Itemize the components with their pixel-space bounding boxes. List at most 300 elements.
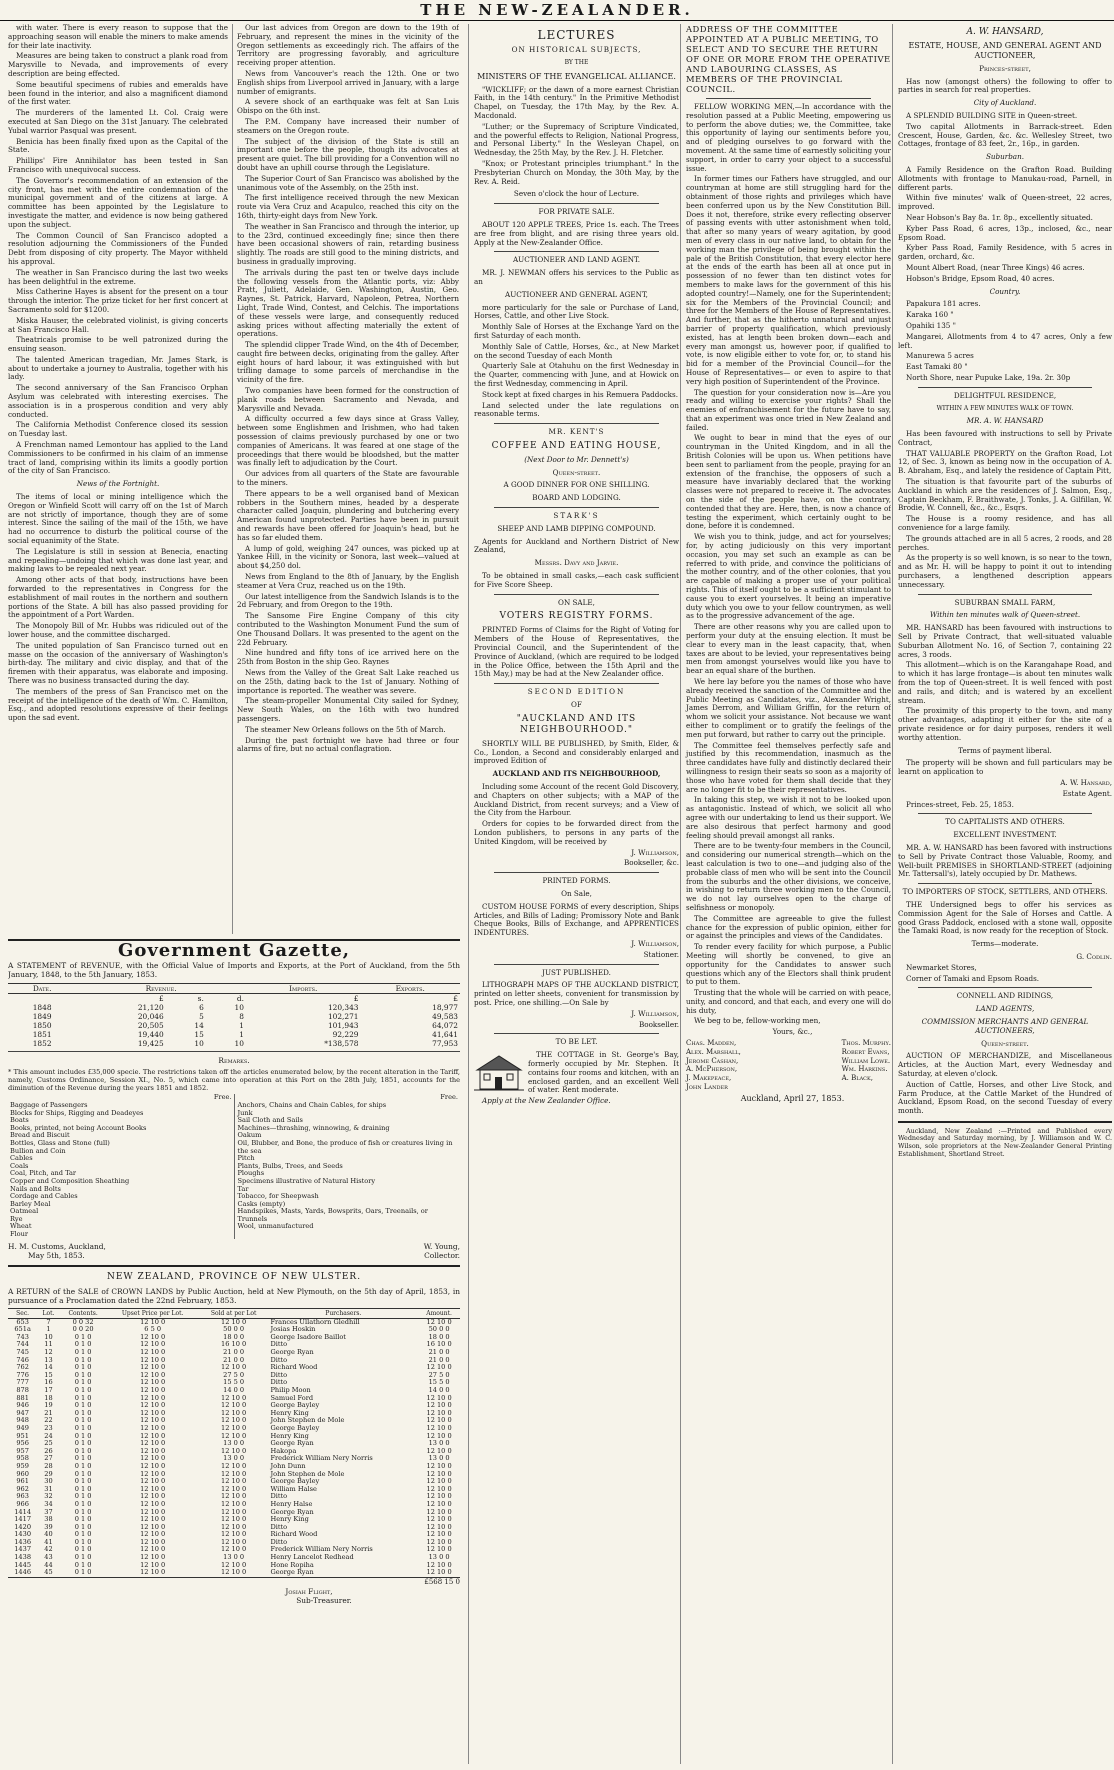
address-date: Auckland, April 27, 1853. [740,1093,845,1103]
lectures-org: MINISTERS OF THE EVANGELICAL ALLIANCE. [477,71,676,81]
voters-title: VOTERS REGISTRY FORMS. [499,611,654,622]
table-cell: 0 1 0 [74,1416,92,1425]
auctioneer-text: MR. J. NEWMAN offers his services to the Public as an [474,268,679,286]
table-cell: 12 10 0 [140,1423,166,1432]
table-cell: 776 [16,1370,29,1379]
committee-names [686,1039,891,1092]
news-paragraph: News from the Valley of the Great Salt Lake reached us on the 25th, dating back to the 1st of January. Nothing of importance is reported. The weather was severe. [237,667,459,695]
news-paragraph: News from Vancouver's reach the 12th. One or two English ships from Liverpool arrived in January, with a large number of emigrants. [237,68,459,96]
table-cell: 16 10 0 [426,1340,452,1349]
table-cell: 12 10 0 [140,1553,166,1562]
edition-title-2: AUCKLAND AND ITS NEIGHBOURHOOD, [492,769,661,779]
table-cell: 7 [46,1317,51,1326]
farm-p3: The proximity of this property to the town, and many other advantages, adapting it either for the site of a private residence or for dairy purposes, renders it well worthy attention. [898,706,1112,742]
table-cell: 12 10 0 [426,1401,452,1410]
list-item: Bullion and Coin [10,1146,66,1155]
table-cell: Ditto [270,1340,288,1349]
auctioneer-role: AUCTIONEER AND GENERAL AGENT, [505,289,648,299]
edition-title: "AUCKLAND AND ITS NEIGHBOURHOOD." [516,713,637,735]
news-paragraph: Two companies have been formed for the construction of plank roads between Sacramento and Nevada, and Marysville and Nevada. [237,386,459,413]
country-item: Karaka 160 " [906,310,954,320]
list-item: Cables [10,1154,33,1163]
suburban-item: Kyber Pass Road, Family Residence, with 5 acres in garden, orchard, &c. [898,243,1112,262]
table-header: Sec. [8,1308,37,1318]
address-yours: Yours, &c., [772,1027,813,1037]
revenue-table [8,983,460,1048]
suburban-item: Kyber Pass Road, 6 acres, 13p., inclosed, &c., near Epsom Road. [898,223,1112,242]
table-cell: 38 [44,1515,53,1524]
address-paragraph: We wish you to think, judge, and act for yourselves; for, by acting judiciously on this very important occasion, you may set such an example as can be referred to with pride, and convince the politicians of the mother country, and of the other colonies, that you are capable of making a proper use of your political rights. This of itself ought to be a sufficient stimulant to cause you to exert yourselves. It being an imperative duty which you owe to your fellow countrymen, as well as to the progressive advancement of the age. [686,532,891,621]
list-item: Alex. Marshall, [686,1047,741,1056]
table-cell: 0 1 0 [74,1408,92,1417]
table-cell: 12 10 0 [426,1363,452,1372]
table-cell: 13 [44,1355,53,1364]
table-cell: 12 10 0 [140,1408,166,1417]
list-item: Bottles, Glass and Stone (full) [10,1138,110,1147]
suburban-item: Mount Albert Road, (near Three Kings) 46 acres. [906,262,1085,272]
table-cell: 946 [16,1401,29,1410]
news-paragraph: News from England to the 8th of January, by the English steamer at Vera Cruz, reached us on the 19th. [237,572,459,590]
suburban-item: Within five minutes' walk of Queen-street, 22 acres, improved. [898,193,1112,212]
kent-street: Queen-street. [552,467,601,477]
farm-heading: SUBURBAN SMALL FARM, [954,597,1056,607]
table-cell: 12 10 0 [221,1499,247,1508]
table-cell: 12 10 0 [221,1492,247,1501]
table-cell: 12 10 0 [426,1416,452,1425]
table-cell: 12 10 0 [221,1393,247,1402]
government-gazette [8,934,460,1742]
table-cell: 14 0 0 [223,1386,245,1395]
table-cell: 16 10 0 [221,1340,247,1349]
news-paragraph: A lump of gold, weighing 247 ounces, was picked up at Yankee Hill, in the vicinity or Sonora, last week—valued at about $4,250 dol. [237,543,459,571]
country-list [898,300,1112,382]
table-cell: 12 10 0 [426,1408,452,1417]
table-cell: George Ryan [270,1348,314,1357]
table-cell: Hakopa [270,1446,297,1455]
kent-heading: MR. KENT'S [548,427,605,437]
crown-lands-table [8,1308,460,1577]
country-item: East Tamaki 80 " [906,362,968,372]
table-cell: Ditto [270,1537,288,1546]
fortnight-paragraphs [8,493,228,723]
table-cell: 40 [44,1530,53,1539]
list-item: Oakum [237,1131,262,1140]
table-cell: 12 10 0 [140,1515,166,1524]
address-paragraph: There are to be twenty-four members in the Council, and considering our numerical strength—which on the least calculation is two to one—and judging also of the probable class of men who will be sent into the Council from the suburbs and the other divisions, we conceive, in wishing to return three working men to the Council, we do not lay ourselves open to the charge of selfishness or monopoly. [686,841,891,912]
lecture-time: Seven o'clock the hour of Lecture. [513,189,640,199]
header-date: Date. [8,984,76,994]
table-cell: 0 1 0 [74,1454,92,1463]
edition-signer: J. Williamson, [631,847,679,857]
table-cell: 6 [199,1003,204,1012]
address-paragraph: In former times our Fathers have struggled, and our countryman at home are still struggling hard for the obtainment of those rights and privileges which have been conferred upon us by the New Constitution Bill. Does it not, therefore, strike every reflecting observer of passing events with utter astonishment when told, that after so many years of weary agitation, by good men of every class in our native land, to obtain for the working man the privilege of being brought within the pale of the British Constitution, that every elector here at the ends of the earth has been all at once put in possession of no fewer than ten distinct votes for members to make laws for the government of this his adopted country!—Namely, one for the Superintendent; six for the Members of the Provincial Council; and three for the Members of the House of Representatives. And further, that as the hitherto unnatural and unjust barrier of property qualification, which previously existed, has at length been broken down—each and every man amongst us, however poor, if qualified to vote, is now eligible either to vote for, or, to stand his bid for a member of the Provincial Council—for the House of Representatives— or even to aspire to that very high position of Superintendent of the Province. [686,174,891,386]
list-item: Wm. Harkins. [841,1065,888,1074]
importers-heading: TO IMPORTERS OF STOCK, SETTLERS, AND OTHERS. [902,887,1108,897]
news-paragraph: Some beautiful specimens of rubies and emeralds have been found in the interior, and also a magnificent diamond of the first water. [8,79,228,107]
table-cell: Richard Wood [270,1363,318,1372]
list-item: Boats [10,1116,29,1125]
table-cell: 13 0 0 [428,1553,450,1562]
stark-title: SHEEP AND LAMB DIPPING COMPOUND. [497,523,656,533]
table-cell: 961 [16,1477,29,1486]
residence-name: MR. A. W. HANSARD [966,416,1044,426]
list-item: Tar [237,1184,249,1193]
table-cell: 12 10 0 [140,1370,166,1379]
table-cell: Ditto [270,1378,288,1387]
address-paragraph: The Committee feel themselves perfectly safe and justified by this recommendation, inasmuch as the three candidates have fully and distinctly declared their willingness to resign their seats so soon as a majority of those who have voted for them shall decide that they are no longer fit to be their representatives. [686,740,891,794]
country-item: Opahiki 135 " [906,320,956,330]
table-cell: 0 1 0 [74,1560,92,1569]
header-revenue: Revenue. [76,984,246,994]
table-cell: 12 10 0 [426,1477,452,1486]
ulster-title: NEW ZEALAND, PROVINCE OF NEW ULSTER. [106,1271,362,1282]
ulster-intro: A RETURN of the SALE of CROWN LANDS by Public Auction, held at New Plymouth, on the 5th day of April, 1853, in pursuance of a Proclamation dated the 22nd February, 1853. [8,1286,460,1305]
table-cell: 0 1 0 [74,1423,92,1432]
importers-place: Newmarket Stores, [906,962,977,972]
country-item: North Shore, near Pupuke Lake, 19a. 2r. 30p [906,372,1071,382]
table-cell: 18 [44,1393,53,1402]
table-cell: 12 10 0 [140,1393,166,1402]
table-cell: 11 [44,1340,53,1349]
on-sale-heading: ON SALE, [558,597,595,607]
address-heading: ADDRESS OF THE COMMITTEE APPOINTED AT A PUBLIC MEETING, TO SELECT AND TO SECURE THE RETURN OF ONE OR MORE FROM THE OPERATIVE AND LABOURING CLASSES, AS MEMBERS OF THE PROVINCIAL COUNCIL. [686,24,891,94]
residence-p1: THAT VALUABLE PROPERTY on the Grafton Road, Lot 12, of Sec. 3, known as being now in the occupation of A. B. Abraham, Esq., and lately the residence of Captain Pitt, [898,448,1112,476]
table-cell: Ditto [270,1492,288,1501]
connell-heading: CONNELL AND RIDINGS, [956,991,1054,1001]
table-cell: 0 1 0 [74,1477,92,1486]
lecture-3: "Knox; or Protestant principles triumphant." In the Presbyterian Church on Monday, the 30th May, by the Rev. A. Reid. [474,158,679,186]
farm-p1: MR. HANSARD has been favoured with instructions to Sell by Private Contract, that well-situated valuable Suburban Allotment No. 16, of Section 7, containing 22 acres, 3 roods. [898,623,1112,659]
table-cell: 12 10 0 [221,1461,247,1470]
farm-p2: This allotment—which is on the Karangahape Road, and to which it has large frontage—is about ten minutes walk from the top of Queen-street. It is well fenced with post and rails, and ditch; and is watered by an excellent stream. [898,660,1112,705]
news-paragraph: The Governor's recommendation of an extension of the city front, has met with the entire condemnation of the municipal government and of the citizens at large. A committee has been appointed by the Legislature to investigate the matter, and evidence is now being gathered upon the subject. [8,175,228,229]
table-cell: 12 10 0 [140,1454,166,1463]
table-cell: 0 1 0 [74,1484,92,1493]
table-cell: George Ryan [270,1568,314,1577]
news-paragraph: Among other acts of that body, instructions have been forwarded to the representatives in Congress for the establishment of mail routes in the northern and southern portions of the State. A bill has also passed providing for the appointment of a Port Warden. [8,575,228,620]
table-cell: 15 [194,1030,204,1039]
list-item: Cordage and Cables [10,1192,78,1201]
table-cell: 12 10 0 [221,1469,247,1478]
table-cell: 0 1 0 [74,1469,92,1478]
table-cell: 653 [16,1317,29,1326]
news-paragraphs [8,24,228,476]
table-cell: 17 [44,1386,53,1395]
table-cell: 746 [16,1355,29,1364]
table-cell: 30 [44,1477,53,1486]
auctioneer-heading: AUCTIONEER AND LAND AGENT. [512,255,641,265]
table-cell: Philip Moon [270,1386,311,1395]
table-cell: 13 0 0 [223,1553,245,1562]
table-cell: 1437 [14,1545,32,1554]
news-paragraph: The splendid clipper Trade Wind, on the 4th of December, caught fire between decks, originating from the galley. After eight hours of hard labour, it was extinguished with but trifling damage to some parcels of merchandise in the vicinity of the fire. [237,340,459,385]
table-cell: 14 [194,1021,204,1030]
table-cell: 0 1 0 [74,1568,92,1577]
printed-forms-signer: J. Williamson, [631,938,679,948]
table-cell: 12 10 0 [426,1530,452,1539]
table-cell: George Ryan [270,1439,314,1448]
voters-text: PRINTED Forms of Claims for the Right of Voting for Members of the House of Representatives, the Provincial Council, and the Superintendent of the Province of Auckland, (which are required to be lodged in the Police Office, between the 15th April and the 15th May,) may be had at the New Zealander office. [474,625,679,679]
table-row [8,1003,460,1012]
table-cell: 12 10 0 [140,1477,166,1486]
edition-signer-role: Bookseller, &c. [623,858,679,868]
table-cell: 1438 [14,1553,32,1562]
table-cell: 31 [44,1484,53,1493]
city-text-2: Two capital Allotments in Barrack-street. Eden Crescent, House, Garden, &c. &c. Wellesley Street, two Cottages, frontage of 83 feet, 2r., 16p., in garden. [898,121,1112,149]
table-cell: 12 10 0 [426,1423,452,1432]
table-cell: 12 10 0 [426,1461,452,1470]
table-cell: 1445 [14,1560,32,1569]
table-cell: 12 10 0 [221,1423,247,1432]
table-cell: 0 1 0 [74,1545,92,1554]
table-cell: 45 [44,1568,53,1577]
table-cell: 1446 [14,1568,32,1577]
table-cell: 12 10 0 [140,1332,166,1341]
table-cell: *138,578 [324,1039,359,1048]
table-cell: 1417 [14,1515,32,1524]
table-header: Upset Price per Lot. [107,1308,199,1318]
table-cell: 23 [44,1423,53,1432]
table-cell: 10 [194,1039,204,1048]
news-paragraph: The P.M. Company have increased their number of steamers on the Oregon route. [237,116,459,135]
to-let-apply: Apply at the New Zealander Office. [482,1096,611,1106]
table-cell: 0 1 0 [74,1537,92,1546]
kent-title: COFFEE AND EATING HOUSE, [491,440,662,451]
table-cell: 12 10 0 [426,1469,452,1478]
table-cell: Samuel Ford [270,1393,314,1402]
table-row [8,1021,460,1030]
table-cell: 43 [44,1553,53,1562]
table-cell: 966 [16,1499,29,1508]
table-cell: 13 0 0 [428,1439,450,1448]
adverts-column-a [468,24,679,1764]
news-paragraph: A severe shock of an earthquake was felt at San Luis Obispo on the 6th inst. [237,97,459,116]
table-header: Lot. [37,1308,59,1318]
news-paragraph: with water. There is every reason to suppose that the approaching season will enable the miners to make amends for their late inactivity. [8,24,228,50]
list-item: Specimens illustrative of Natural History [237,1176,376,1185]
address-paragraphs [686,103,891,1026]
kent-dinner: A GOOD DINNER FOR ONE SHILLING. [503,480,650,490]
news-paragraph: The steamer New Orleans follows on the 5th of March. [245,724,446,734]
list-item: Sail Cloth and Sails [237,1116,303,1125]
table-cell: 881 [16,1393,29,1402]
table-cell: 1 [46,1325,51,1334]
table-cell: 1414 [14,1507,32,1516]
news-paragraph: There appears to be a well organised band of Mexican robbers in the Southern mines, headed by a desperate character called Joaquin, plundering and butchering every American found unprotected. Parties have been in pursuit and rewards have been offered for Joaquin's head, but he has so far eluded them. [237,488,459,542]
auctioneer-p6: Land selected under the late regulations on reasonable terms. [474,400,679,419]
table-cell: Ditto [270,1370,288,1379]
table-cell: 12 10 0 [221,1477,247,1486]
table-cell: 12 10 0 [140,1355,166,1364]
connell-street: Queen-street. [981,1038,1029,1048]
table-cell: 21 0 0 [428,1355,450,1364]
table-row [8,1569,460,1577]
unit: £ [353,994,359,1003]
table-cell: 12 10 0 [140,1545,166,1554]
auctioneer-p3: Monthly Sale of Cattle, Horses, &c., at New Market on the second Tuesday of each Month [474,341,679,360]
remarks-heading: Remarks. [218,1056,250,1065]
news-paragraph: Miss Catherine Hayes is absent for the present on a tour through the interior. The prize ticket for her first concert at Sacramento sold for $1200. [8,287,228,314]
table-cell: 959 [16,1461,29,1470]
table-cell: 42 [44,1545,53,1554]
table-cell: 15 [44,1370,53,1379]
table-cell: William Halse [270,1484,317,1493]
table-cell: 12 10 0 [426,1545,452,1554]
table-cell: George Bayley [270,1477,320,1486]
customs-date: May 5th, 1853. [28,1250,85,1260]
residence-p4: The grounds attached are in all 5 acres, 2 roods, and 28 perches. [898,533,1112,552]
lectures-subtitle: ON HISTORICAL SUBJECTS, [511,45,642,54]
table-cell: 32 [44,1492,53,1501]
auctioneer-p2: Monthly Sale of Horses at the Exchange Yard on the first Saturday of each month. [474,322,679,340]
table-cell: 49,583 [432,1012,458,1021]
table-cell: 44 [44,1560,53,1569]
news-paragraph: Miska Hauser, the celebrated violinist, is giving concerts at San Francisco Hall. [8,315,228,334]
table-cell: 34 [44,1499,53,1508]
header-exports: Exports. [361,984,461,994]
table-cell: 651a [14,1325,31,1334]
unit: s. [197,994,204,1003]
news-paragraph: The united population of San Francisco turned out en masse on the occasion of the anniversary of Washington's birth-day. The military and civic display, and that of the firemen with their apparatus, was elaborate and imposing. There was no business transacted during the day. [8,640,228,685]
table-cell: 12 10 0 [140,1522,166,1531]
news-paragraph: The California Methodist Conference closed its session on Tuesday last. [8,420,228,439]
list-item: A. McPherson, [686,1065,738,1074]
table-cell: 21,120 [137,1003,164,1012]
table-cell: 0 1 0 [74,1340,92,1349]
residence-text: Has been favoured with instructions to sell by Private Contract, [898,429,1112,447]
to-let-heading: TO BE LET. [555,1037,598,1047]
table-cell: 12 10 0 [140,1378,166,1387]
capitalists-heading: TO CAPITALISTS AND OTHERS. [945,817,1065,827]
news-paragraph: A difficulty occurred a few days since at Grass Valley, between some Englishmen and Irishmen, who had taken possession of claims previously purchased by one or two companies of Americans. It was feared at one stage of the proceedings that there would be bloodshed, but the matter was finally left to adjudication by the Court. [237,414,459,468]
news-paragraph: The weather in San Francisco and through the interior, up to the 23rd, continued exceedingly fine; since then there have been occasional showers of rain, retarding business slightly. The roads are still good to the mining districts, and business in gradually improving. [237,221,459,266]
table-cell: Hone Ropiha [270,1560,314,1569]
table-cell: 41 [44,1537,53,1546]
table-cell: 102,271 [327,1012,359,1021]
table-cell: 12 10 0 [426,1568,452,1577]
adverts-column-c [892,24,1112,1764]
stark-heading: STARK'S [553,511,600,521]
lecture-2: "Luther; or the Supremacy of Scripture Vindicated, and the powerful effects to Religion, National Progress, and Personal Liberty." In the Wesleyan Chapel, on Wednesday, the 25th May, by the Rev. J. H. Fletcher. [474,121,679,158]
table-cell: 744 [16,1340,29,1349]
table-cell: 0 1 0 [74,1386,92,1395]
country-item: Manurewa 5 acres [906,351,974,361]
just-published-signer-role: Bookseller. [638,1019,679,1029]
table-cell: 25 [44,1439,53,1448]
news-paragraph: Measures are being taken to construct a plank road from Marysville to Nevada, and improvements of every description are being effected. [8,51,228,78]
revenue-statement: A STATEMENT of REVENUE, with the Official Value of Imports and Exports, at the Port of Auckland, from the 5th January, 1848, to the 5th January, 1853. [8,961,460,979]
country-heading: Country. [989,286,1021,296]
kent-subtitle: (Next Door to Mr. Dennett's) [524,454,629,464]
just-published-text: LITHOGRAPH MAPS OF THE AUCKLAND DISTRICT, printed on letter sheets, convenient for transmission by post. Price, one shilling.—On Sale by [474,980,679,1007]
lecture-1: "WICKLIFF; or the dawn of a more earnest Christian Faith, in the 14th century." In the Primitive Methodist Chapel, on Tuesday, the 17th May, by the Rev. A. Macdonald. [474,84,679,120]
list-item: Pitch [237,1154,255,1163]
news-paragraph: The talented American tragedian, Mr. James Stark, is about to undertake a journey to Australia, together with his lady. [8,354,228,382]
table-cell: 12 10 0 [426,1560,452,1569]
table-cell: 21 0 0 [428,1348,450,1357]
connell-subheading: LAND AGENTS, [975,1004,1035,1014]
table-cell: 39 [44,1522,53,1531]
edition-text: SHORTLY WILL BE PUBLISHED, by Smith, Elder, & Co., London, a Second and considerably enlarged and improved Edition of [474,738,679,766]
table-cell: Henry King [270,1431,309,1440]
table-cell: 957 [16,1446,29,1455]
list-item: Casks (empty) [237,1199,286,1208]
list-item: Machines—thrashing, winnowing, & draining [237,1123,390,1132]
edition-text-3: Orders for copies to be forwarded direct from the London publishers, to persons in any parts of the United Kingdom, will be received by [474,819,679,846]
remarks-note: * This amount includes £35,000 specie. The restrictions taken off the articles enumerated below, by the recent alteration in the Tariff, namely, Customs Ordinance, Session XI., No. 5, which came into operation at this Port on the 28th July, 1851, accounts for the diminution of the Revenue during the years 1851 and 1852. [8,1068,460,1092]
table-cell: 958 [16,1454,29,1463]
table-cell: 14 [44,1363,53,1372]
table-cell: 18,977 [432,1003,458,1012]
sales-total: £568 15 0 [8,1577,460,1587]
table-cell: 12 10 0 [140,1439,166,1448]
table-cell: 762 [16,1363,29,1372]
table-cell: 18 0 0 [428,1332,450,1341]
table-cell: 12 10 0 [221,1515,247,1524]
news-paragraph: During the past fortnight we have had three or four alarms of fire, but no actual conflagration. [237,735,459,754]
farm-signer-role: Estate Agent. [1062,788,1112,798]
city-heading: City of Auckland. [973,98,1037,108]
suburban-item: Near Hobson's Bay 8a. 1r. 8p., excellently situated. [906,212,1093,222]
table-cell: 10 [44,1332,53,1341]
printed-forms-heading: PRINTED FORMS. [542,876,611,886]
list-item: Wool, unmanufactured [237,1222,314,1231]
table-cell: 0 1 0 [74,1515,92,1524]
table-cell: 0 1 0 [74,1553,92,1562]
table-cell: 12 10 0 [221,1545,247,1554]
table-cell: 0 1 0 [74,1332,92,1341]
table-cell: 13 0 0 [223,1454,245,1463]
table-cell: 12 10 0 [140,1363,166,1372]
news-paragraph: A Frenchman named Lemontour has applied to the Land Commissioners to be confirmed in his claim of an immense tract of land, comprising within its limits a goodly portion of the city of San Francisco. [8,440,228,476]
table-cell: 0 1 0 [74,1431,92,1440]
table-cell: 12 10 0 [221,1446,247,1455]
suburban-list [898,166,1112,284]
table-cell: 956 [16,1439,29,1448]
table-cell: 12 10 0 [221,1431,247,1440]
table-cell: 12 10 0 [140,1484,166,1493]
table-cell: 77,953 [432,1039,458,1048]
address-paragraph: We here lay before you the names of those who have already received the sanction of the Committee and the Public Meeting as Candidates, viz., Alexander Wright, James Derrom, and William Griffin, for the return of whom we solicit your assistance. Not because we want either to compliment or to gratify the feelings of the men put forward, but rather to carry out the principle. [686,677,891,739]
cottage-illustration [474,1053,524,1091]
address-paragraph: The Committee are agreeable to give the fullest chance for the expression of public opinion, either for or against the principles and views of the Candidates. [686,913,891,941]
table-cell: 12 10 0 [221,1484,247,1493]
table-cell: 12 10 0 [221,1530,247,1539]
private-sale-heading: FOR PRIVATE SALE. [538,207,615,217]
news-paragraph: Theatricals promise to be well patronized during the ensuing season. [8,335,228,354]
address-paragraph: Trusting that the whole will be carried on with peace, unity, and concord, and that each, and every one will do his duty, [686,988,891,1015]
free-label: Free. [213,1093,232,1102]
news-paragraph: The items of local or mining intelligence which the Oregon or Winfield Scott will carry off on the 1st of March are not strictly of importance, though they are of some interest. Since the sailing of the mail of the 15th, we have had no occurrence to disturb the political course of the social equanimity of the State. [8,492,228,546]
treasurer-name: Josiah Flight, [285,1586,333,1596]
news-column-2 [232,24,459,934]
list-item: Robert Evans, [841,1047,890,1056]
table-cell: 10 [234,1039,244,1048]
table-cell: Henry Halse [270,1499,313,1508]
private-sale-text: ABOUT 120 APPLE TREES, Price 1s. each. The Trees are free from blight, and are rising three years old. Apply at the New-Zealander Office. [474,219,679,247]
table-cell: 50 0 0 [428,1325,450,1334]
list-item: John Lander [686,1083,728,1092]
table-cell: 0 1 0 [74,1401,92,1410]
table-cell: 743 [16,1332,29,1341]
table-cell: 12 10 0 [140,1416,166,1425]
table-cell: 0 1 0 [74,1378,92,1387]
table-cell: 12 10 0 [221,1317,247,1326]
table-cell: 41,641 [432,1030,458,1039]
gazette-title: Government Gazette, [117,940,351,961]
table-cell: 0 1 0 [74,1507,92,1516]
table-cell: 64,072 [432,1021,458,1030]
